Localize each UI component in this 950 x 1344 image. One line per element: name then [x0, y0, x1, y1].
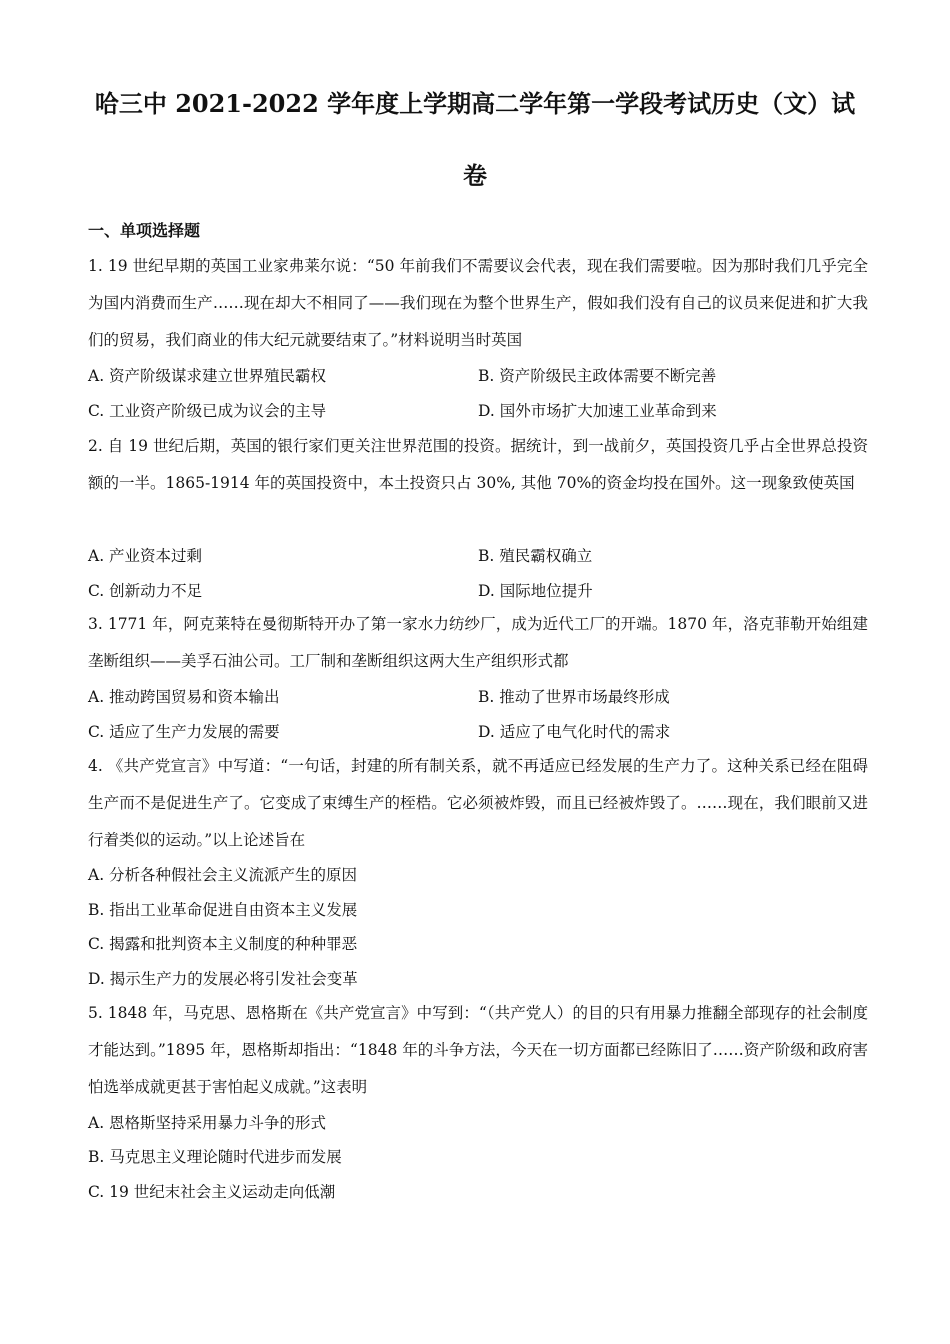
question-5-option-a: A. 恩格斯坚持采用暴力斗争的形式	[88, 1114, 327, 1132]
question-2-stem: 2. 自 19 世纪后期，英国的银行家们更关注世界范围的投资。据统计，到一战前夕，英国投资几乎占全世界总投资额的一半。1865-1914 年的英国投资中，本土投资只占 30%, 其他 70%的资金均投在国外。这一现象致使英国	[88, 437, 868, 492]
question-3-option-a: A. 推动跨国贸易和资本输出	[88, 688, 280, 706]
question-2-option-a: A. 产业资本过剩	[88, 547, 203, 565]
question-2-option-d: D. 国际地位提升	[478, 582, 593, 600]
question-1-option-d: D. 国外市场扩大加速工业革命到来	[478, 402, 717, 420]
question-1-option-a: A. 资产阶级谋求建立世界殖民霸权	[88, 367, 327, 385]
question-3-option-c: C. 适应了生产力发展的需要	[88, 723, 280, 741]
question-4-option-a: A. 分析各种假社会主义流派产生的原因	[88, 866, 358, 884]
question-5-option-c: C. 19 世纪末社会主义运动走向低潮	[88, 1183, 336, 1201]
question-2-option-b: B. 殖民霸权确立	[478, 547, 593, 565]
exam-title-line-2: 卷	[463, 161, 487, 190]
question-4-option-c: C. 揭露和批判资本主义制度的种种罪恶	[88, 935, 358, 953]
question-1-option-b: B. 资产阶级民主政体需要不断完善	[478, 367, 717, 385]
question-5-option-b: B. 马克思主义理论随时代进步而发展	[88, 1148, 342, 1166]
question-1-option-c: C. 工业资产阶级已成为议会的主导	[88, 402, 327, 420]
exam-title-line-1: 哈三中 2021-2022 学年度上学期高二学年第一学段考试历史（文）试	[94, 89, 856, 118]
question-4-option-b: B. 指出工业革命促进自由资本主义发展	[88, 901, 358, 919]
question-3-option-d: D. 适应了电气化时代的需求	[478, 723, 671, 741]
question-3-option-b: B. 推动了世界市场最终形成	[478, 688, 670, 706]
question-3-stem: 3. 1771 年，阿克莱特在曼彻斯特开办了第一家水力纺纱厂，成为近代工厂的开端。1870 年，洛克菲勒开始组建垄断组织——美孚石油公司。工厂制和垄断组织这两大生产组织形式都	[88, 615, 868, 670]
question-2-option-c: C. 创新动力不足	[88, 582, 203, 600]
question-1-stem: 1. 19 世纪早期的英国工业家弗莱尔说：“50 年前我们不需要议会代表，现在我们需要啦。因为那时我们几乎完全为国内消费而生产……现在却大不相同了——我们现在为整个世界生产，假如我们没有自己的议员来促进和扩大我们的贸易，我们商业的伟大纪元就要结束了。”材料说明当时英国	[88, 257, 868, 349]
question-4-option-d: D. 揭示生产力的发展必将引发社会变革	[88, 970, 358, 988]
section-heading: 一、单项选择题	[88, 221, 201, 240]
question-4-stem: 4. 《共产党宣言》中写道：“一句话，封建的所有制关系，就不再适应已经发展的生产力了。这种关系已经在阻碍生产而不是促进生产了。它变成了束缚生产的桎梏。它必须被炸毁，而且已经被炸毁了。……现在，我们眼前又进行着类似的运动。”以上论述旨在	[88, 757, 868, 849]
question-5-stem: 5. 1848 年，马克思、恩格斯在《共产党宣言》中写到：“（共产党人）的目的只有用暴力推翻全部现存的社会制度才能达到。”1895 年，恩格斯却指出：“1848 年的斗争方法，今天在一切方面都已经陈旧了……资产阶级和政府害怕选举成就更甚于害怕起义成就。”这表明	[88, 1004, 868, 1096]
